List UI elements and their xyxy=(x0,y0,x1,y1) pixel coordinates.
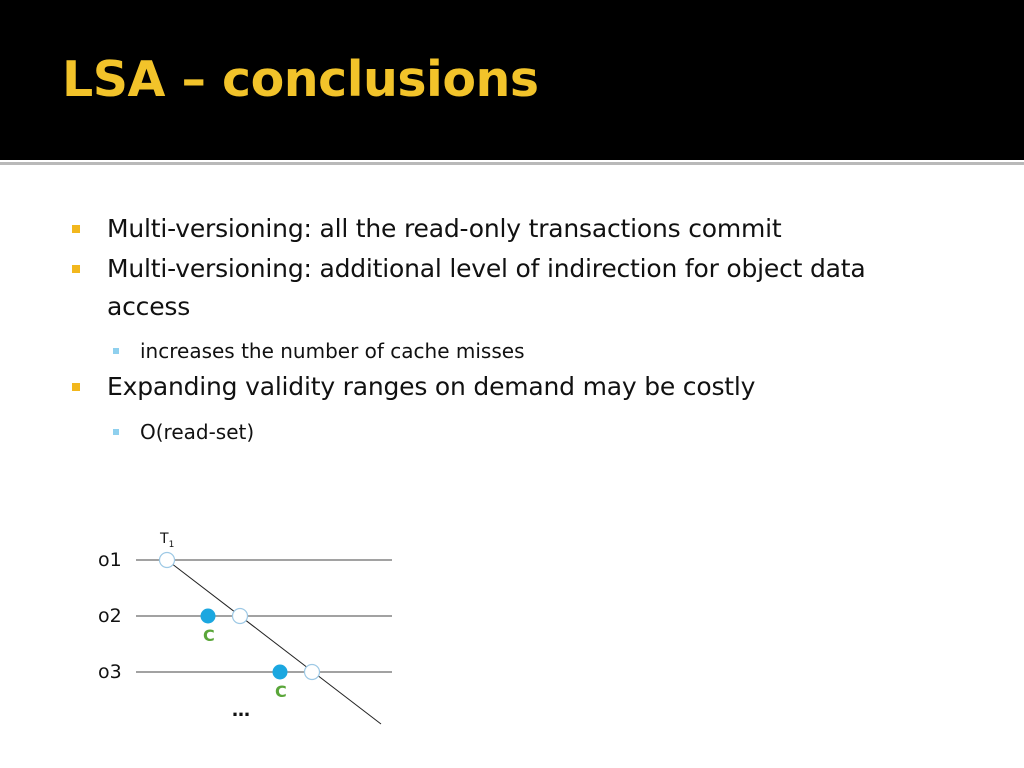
read-node-o2 xyxy=(233,609,248,624)
sub-bullet-text: increases the number of cache misses xyxy=(140,339,525,363)
bullet-text-line: Multi-versioning: additional level of indirection for object data xyxy=(107,254,866,283)
ellipsis: … xyxy=(232,700,250,721)
transaction-label-main: T xyxy=(160,531,169,547)
transaction-path xyxy=(167,560,381,724)
object-label-o2: o2 xyxy=(98,605,122,627)
slide-title: LSA – conclusions xyxy=(62,51,539,108)
bullet-text-line: access xyxy=(107,292,191,321)
commit-label-o3: C xyxy=(275,682,287,701)
read-node-o3 xyxy=(305,665,320,680)
transaction-label xyxy=(159,531,174,550)
sub-bullet-text: O(read-set) xyxy=(140,420,255,444)
commit-node-o2 xyxy=(201,609,216,624)
object-label-o3: o3 xyxy=(98,661,122,683)
bullet-text: Multi-versioning: all the read-only transactions commit xyxy=(107,214,782,243)
object-label-o1: o1 xyxy=(98,549,122,571)
read-node-o1 xyxy=(160,553,175,568)
commit-node-o3 xyxy=(273,665,288,680)
bullet-text: Expanding validity ranges on demand may be costly xyxy=(107,372,756,401)
transaction-label-subscript: 1 xyxy=(168,540,175,550)
commit-label-o2: C xyxy=(203,626,215,645)
